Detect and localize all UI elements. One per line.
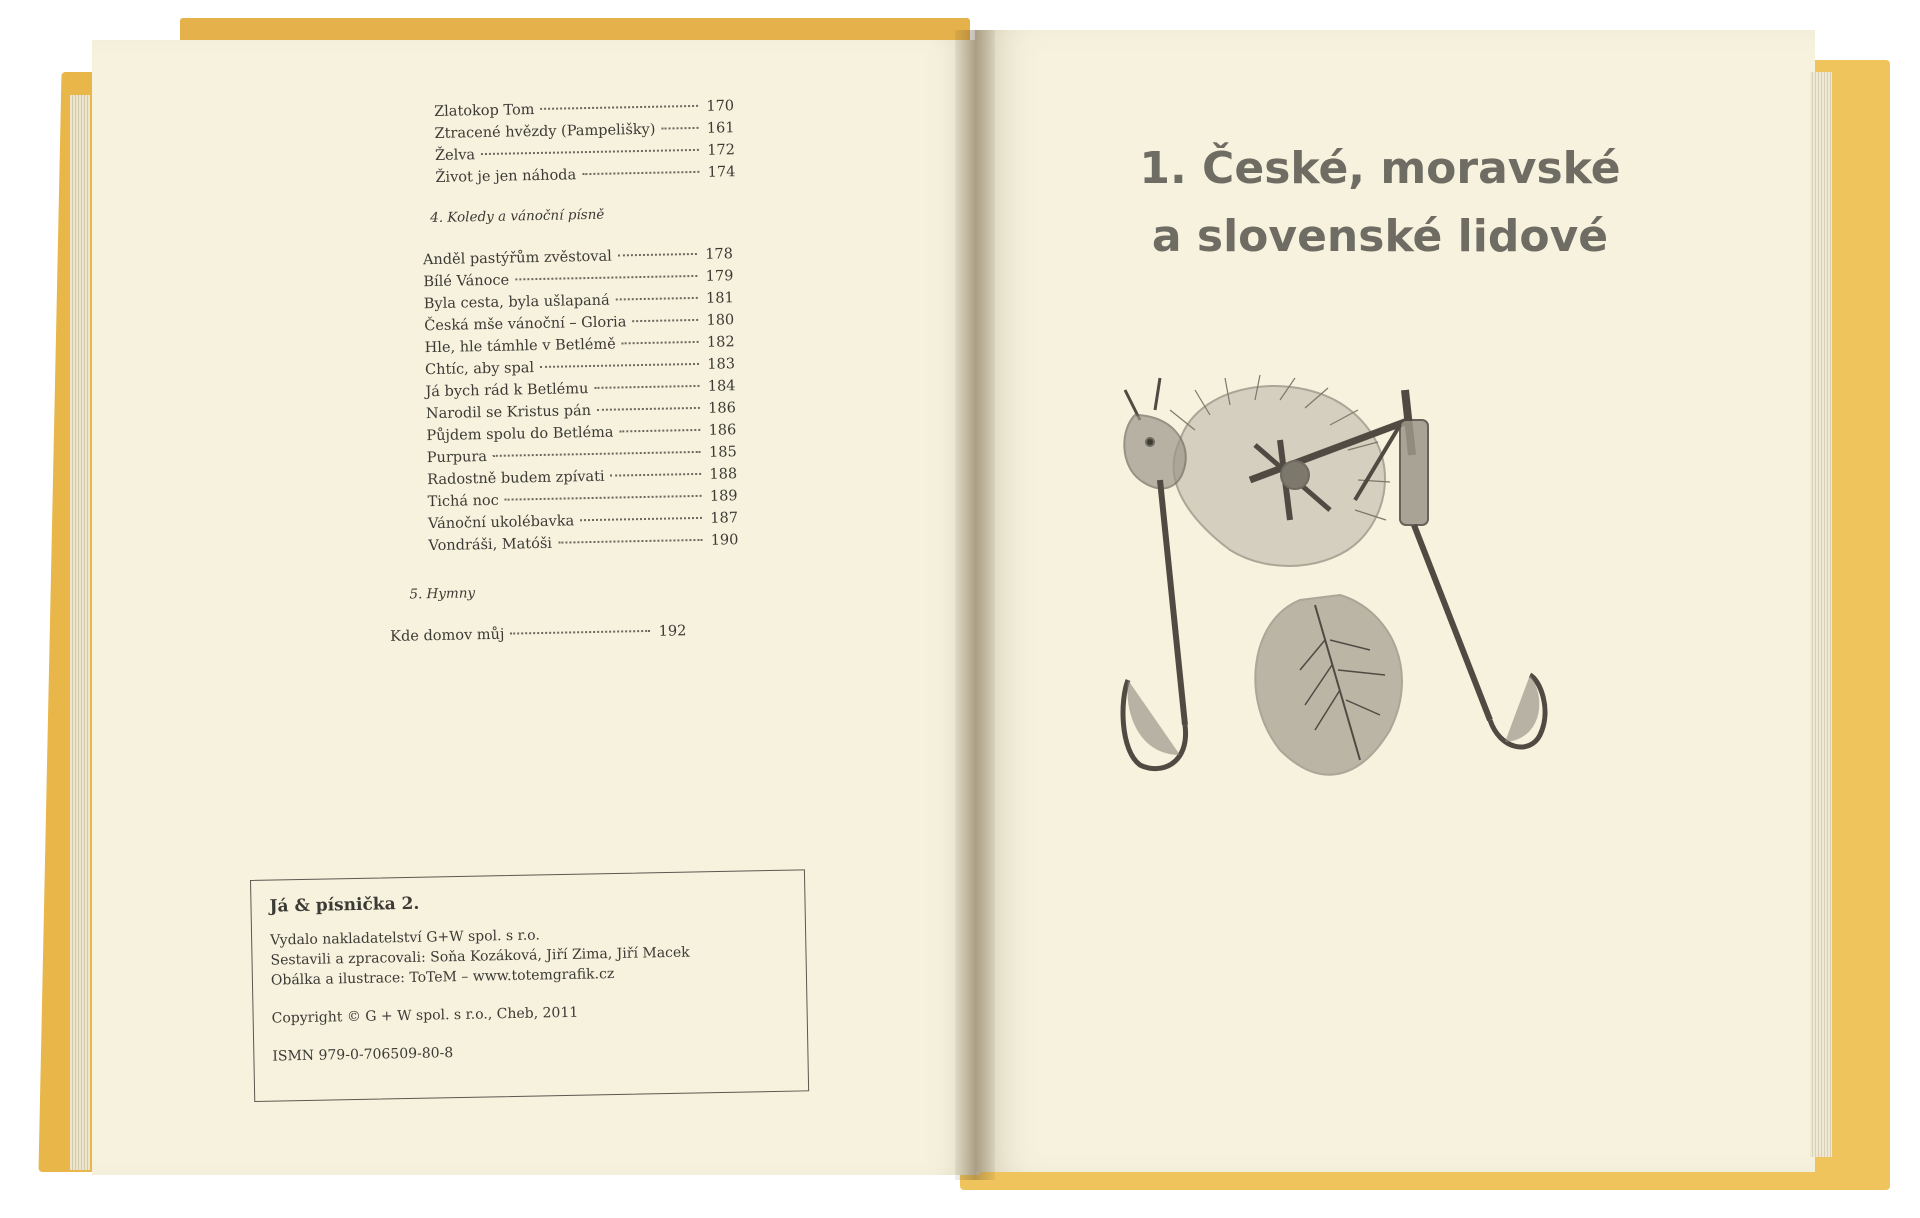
toc-entry-title: Já bych rád k Betlému (425, 381, 589, 401)
toc-entry-page: 192 (658, 623, 687, 640)
toc-entry-page: 183 (707, 356, 736, 373)
toc-entry-page: 189 (709, 488, 738, 505)
toc-section-3-end (434, 98, 736, 192)
toc-entry-page: 187 (710, 510, 739, 527)
toc-entry-title: Kde domov můj (390, 626, 505, 645)
toc-leader-dots (619, 429, 700, 433)
toc-leader-dots (618, 253, 697, 257)
toc-leader-dots (611, 473, 702, 477)
toc-entry-title: Purpura (426, 449, 488, 467)
imprint-box (250, 869, 809, 1102)
toc-entry-title: Hle, hle támhle v Betlémě (424, 336, 616, 357)
toc-leader-dots (582, 171, 699, 175)
toc-entry-title: Ztracené hvězdy (Pampelišky) (434, 121, 656, 142)
toc-entry-title: Anděl pastýřům zvěstoval (422, 248, 612, 269)
toc-entry-page: 170 (706, 98, 735, 115)
toc-leader-dots (622, 341, 699, 344)
chapter-title-line-2: a slovenské lidové (1151, 211, 1609, 262)
toc-leader-dots (493, 451, 701, 457)
toc-entry-page: 182 (706, 334, 735, 351)
toc-entry-page: 186 (708, 400, 737, 417)
toc-heading-hymny: 5. Hymny (409, 585, 476, 603)
imprint-book-title: Já & písnička 2. (269, 893, 420, 917)
toc-leader-dots (594, 385, 699, 389)
toc-entry-title: Byla cesta, byla ušlapaná (423, 292, 610, 313)
toc-entry-page: 161 (706, 120, 735, 137)
toc-entry-title: Tichá noc (427, 492, 499, 511)
toc-entry-page: 179 (705, 268, 734, 285)
toc-leader-dots (597, 407, 700, 411)
toc-leader-dots (632, 319, 698, 322)
toc-heading-koledy: 4. Koledy a vánoční písně (430, 206, 605, 227)
toc-entry-title: Zlatokop Tom (433, 102, 535, 120)
imprint-ismn: ISMN 979-0-706509-80-8 (272, 1045, 454, 1065)
toc-leader-dots (616, 297, 698, 301)
toc-entry (428, 532, 738, 560)
imprint-copyright: Copyright © G + W spol. s r.o., Cheb, 2011 (271, 1004, 579, 1027)
toc-entry-page: 184 (707, 378, 736, 395)
imprint-compiled-by: Sestavili a zpracovali: Soňa Kozáková, Jiří Zima, Jiří Macek (270, 944, 690, 969)
toc-entry-page: 172 (707, 142, 736, 159)
toc-entry-page: 185 (708, 444, 737, 461)
imprint-publisher: Vydalo nakladatelství G+W spol. s r.o. (270, 927, 540, 949)
toc-leader-dots (540, 363, 699, 368)
toc-leader-dots (515, 275, 697, 280)
toc-leader-dots (510, 630, 650, 635)
chapter-title (1100, 135, 1660, 271)
imprint-cover-credit: Obálka a ilustrace: ToTeM – www.totemgrafik.cz (270, 966, 615, 989)
toc-entry-page: 188 (709, 466, 738, 483)
toc-entry-title: Půjdem spolu do Betléma (426, 424, 614, 445)
toc-section-4 (423, 246, 739, 560)
toc-entry-title: Vánoční ukolébavka (427, 513, 575, 533)
book-spine-shadow (955, 30, 995, 1180)
toc-entry-page: 174 (707, 164, 736, 181)
toc-entry-title: Radostně budem zpívati (427, 468, 605, 489)
toc-entry-page: 178 (705, 246, 734, 263)
toc-leader-dots (661, 127, 698, 130)
toc-entry-title: Chtíc, aby spal (424, 360, 535, 379)
toc-leader-dots (580, 517, 702, 521)
toc-entry-title: Život je jen náhoda (435, 167, 577, 186)
toc-leader-dots (558, 539, 703, 544)
toc-entry-title: Vondráši, Matóši (428, 535, 553, 555)
toc-entry (435, 164, 735, 192)
page-stack-right (1810, 72, 1832, 1157)
toc-leader-dots (540, 105, 698, 110)
toc-entry-title: Česká mše vánoční – Gloria (424, 314, 627, 335)
page-stack-left (70, 95, 90, 1170)
toc-entry-title: Narodil se Kristus pán (425, 403, 592, 423)
toc-leader-dots (505, 495, 702, 501)
toc-entry-page: 190 (710, 532, 739, 549)
toc-leader-dots (481, 149, 699, 155)
toc-entry-title: Želva (434, 147, 476, 164)
table-of-contents (380, 98, 750, 651)
toc-entry-page: 181 (705, 290, 734, 307)
toc-entry-title: Bílé Vánoce (423, 272, 510, 291)
chapter-title-line-1: 1. České, moravské (1139, 143, 1621, 194)
toc-entry-page: 180 (706, 312, 735, 329)
toc-entry-page: 186 (708, 422, 737, 439)
folk-instruments-illustration (1100, 370, 1580, 810)
